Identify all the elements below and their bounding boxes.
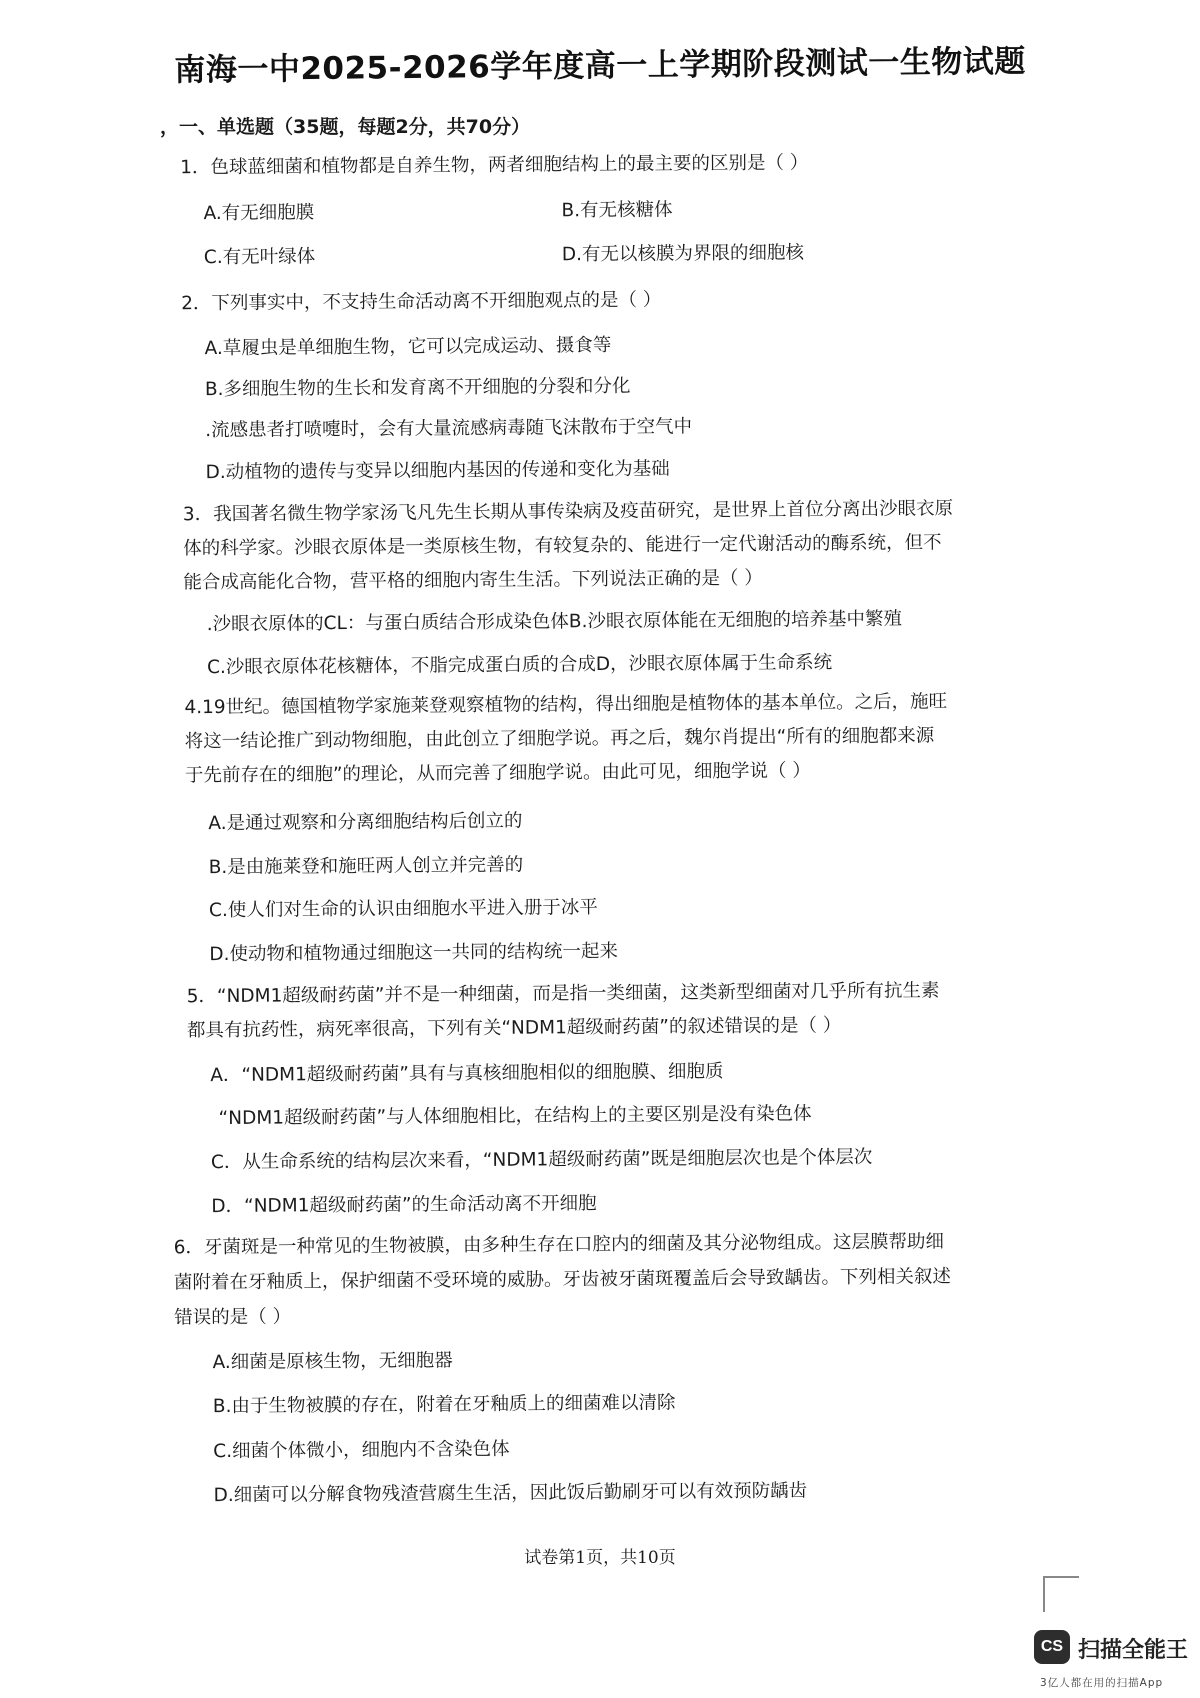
question-2-stem: 2．下列事实中，不支持生命活动离不开细胞观点的是（ ）	[181, 289, 662, 315]
question-4-option-c: C.使人们对生命的认识由细胞水平进入册于冰平	[208, 897, 598, 922]
question-6-stem: 错误的是（ ）	[174, 1306, 292, 1329]
page-title: 南海一中2025-2026学年度高一上学期阶段测试一生物试题	[174, 43, 1026, 89]
section-heading: ，一、单选题（35题，每题2分，共70分）	[160, 116, 531, 138]
camscanner-logo-icon: CS	[1034, 1630, 1070, 1664]
question-6-option-d: D.细菌可以分解食物残渣营腐生生活，因此饭后勤刷牙可以有效预防龋齿	[213, 1480, 808, 1507]
question-4-option-d: D.使动物和植物通过细胞这一共同的结构统一起来	[209, 940, 619, 966]
question-6-stem: 6．牙菌斑是一种常见的生物被膜，由多种生存在口腔内的细菌及其分泌物组成。这层膜帮助细	[173, 1231, 944, 1259]
question-3-option-ab: .沙眼衣原体的CL：与蛋白质结合形成染色体B.沙眼衣原体能在无细胞的培养基中繁殖	[206, 608, 903, 636]
question-3-stem: 能合成高能化合物，营平格的细胞内寄生生活。下列说法正确的是（ ）	[183, 567, 763, 594]
question-2-option-a: A.草履虫是单细胞生物，它可以完成运动、摄食等	[204, 334, 612, 360]
question-5-stem: 都具有抗药性，病死率很高，下列有关“NDM1超级耐药菌”的叙述错误的是（ ）	[186, 1015, 842, 1042]
question-2-option-c: .流感患者打喷嚏时，会有大量流感病毒随飞沫散布于空气中	[205, 416, 693, 442]
question-2-option-b: B.多细胞生物的生长和发育离不开细胞的分裂和分化	[204, 375, 631, 401]
question-5-option-a: A．“NDM1超级耐药菌”具有与真核细胞相似的细胞膜、细胞质	[210, 1061, 724, 1087]
question-5-option-b: “NDM1超级耐药菌”与人体细胞相比，在结构上的主要区别是没有染色体	[218, 1103, 812, 1130]
watermark-tagline: 3亿人都在用的扫描App	[1040, 1677, 1164, 1689]
question-5-option-d: D．“NDM1超级耐药菌”的生命活动离不开细胞	[211, 1193, 597, 1218]
question-3-stem: 体的科学家。沙眼衣原体是一类原核生物，有较复杂的、能进行一定代谢活动的酶系统，但不	[183, 532, 942, 560]
question-3-option-cd: C.沙眼衣原体花核糖体，不脂完成蛋白质的合成D，沙眼衣原体属于生命系统	[207, 652, 833, 679]
question-6-option-a: A.细菌是原核生物，无细胞器	[212, 1350, 453, 1374]
question-6-option-b: B.由于生物被膜的存在，附着在牙釉质上的细菌难以清除	[212, 1392, 676, 1418]
question-4-stem: 将这一结论推广到动物细胞，由此创立了细胞学说。再之后，魏尔肖提出“所有的细胞都来源	[184, 725, 935, 753]
question-3-stem: 3．我国著名微生物学家汤飞凡先生长期从事传染病及疫苗研究，是世界上首位分离出沙眼衣原	[182, 498, 954, 526]
question-1-stem: 1．色球蓝细菌和植物都是自养生物，两者细胞结构上的最主要的区别是（ ）	[180, 152, 809, 179]
question-4-option-a: A.是通过观察和分离细胞结构后创立的	[208, 810, 523, 835]
scan-corner-mark	[1043, 1576, 1079, 1612]
question-6-stem: 菌附着在牙釉质上，保护细菌不受环境的威胁。牙齿被牙菌斑覆盖后会导致龋齿。下列相关叙述	[173, 1266, 951, 1294]
question-6-option-c: C.细菌个体微小，细胞内不含染色体	[213, 1438, 510, 1463]
question-5-option-c: C．从生命系统的结构层次来看，“NDM1超级耐药菌”既是细胞层次也是个体层次	[210, 1146, 873, 1174]
question-4-stem: 4.19世纪。德国植物学家施莱登观察植物的结构，得出细胞是植物体的基本单位。之后，施旺	[184, 691, 948, 719]
question-1-option-c: C.有无叶绿体	[203, 246, 316, 269]
question-4-stem: 于先前存在的细胞”的理论，从而完善了细胞学说。由此可见，细胞学说（ ）	[184, 760, 811, 787]
question-4-option-b: B.是由施莱登和施旺两人创立并完善的	[208, 854, 524, 879]
page-footer: 试卷第1页，共10页	[524, 1548, 676, 1568]
question-1-option-a: A.有无细胞膜	[203, 202, 315, 225]
question-1-option-d: D.有无以核膜为界限的细胞核	[561, 242, 805, 266]
question-1-option-b: B.有无核糖体	[561, 199, 673, 222]
question-2-option-d: D.动植物的遗传与变异以细胞内基因的传递和变化为基础	[205, 458, 670, 484]
question-5-stem: 5．“NDM1超级耐药菌”并不是一种细菌，而是指一类细菌，这类新型细菌对几乎所有抗生素	[186, 980, 940, 1008]
watermark-name: 扫描全能王	[1078, 1638, 1189, 1663]
